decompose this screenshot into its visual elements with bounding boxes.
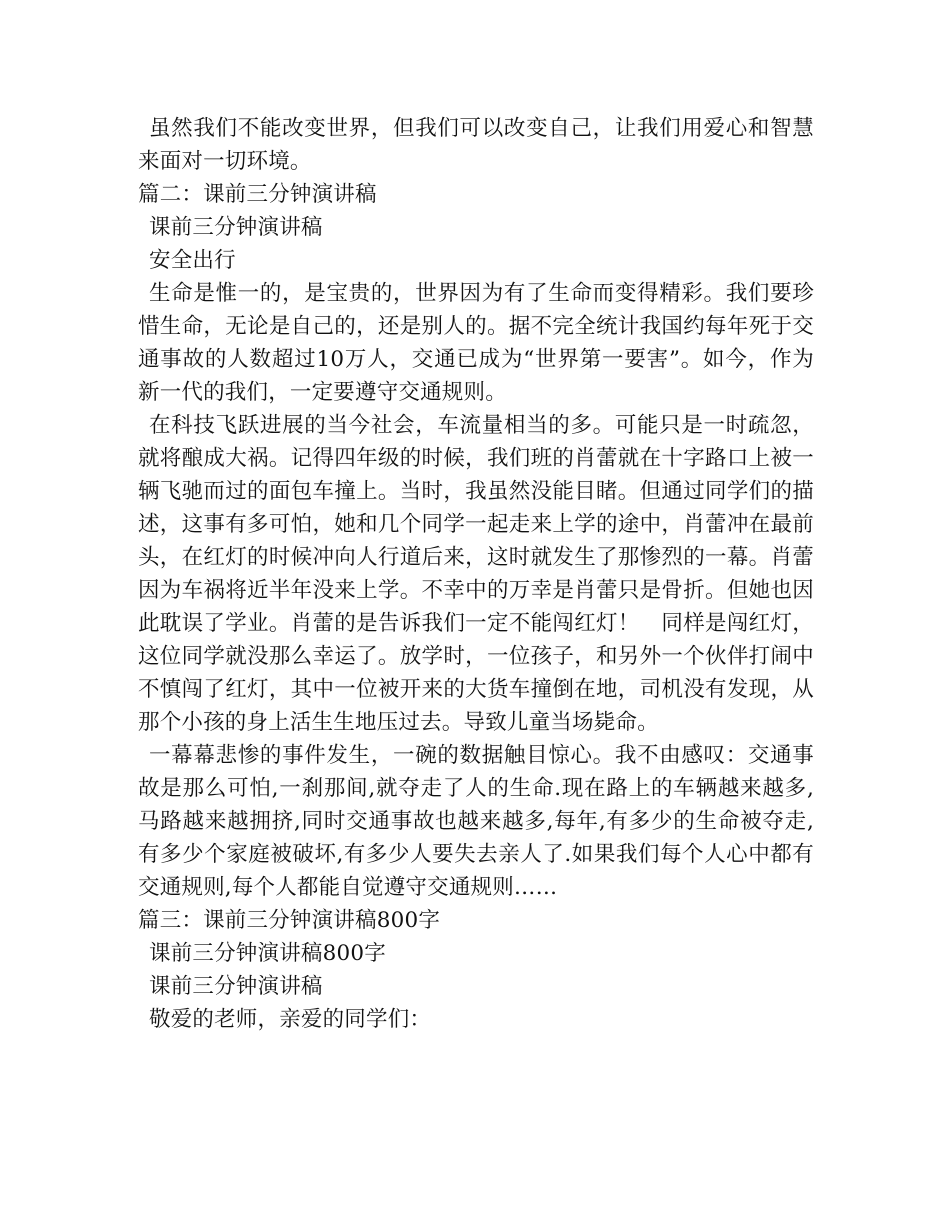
subtitle: 课前三分钟演讲稿 [149,974,323,999]
paragraph: 虽然我们不能改变世界，但我们可以改变自己，让我们用爱心和智慧来面对一切环境。 [138,116,814,174]
section-heading: 篇二：课前三分钟演讲稿 [138,182,377,207]
paragraph: 一幕幕悲惨的事件发生，一碗的数据触目惊心。我不由感叹：交通事故是那么可怕,一刹那间,就夺走了人的生命.现在路上的车辆越来越多,马路越来越拥挤,同时交通事故也越来越多,每年,有多少的生命被夺走,有多少个家庭被破坏,有多少人要失去亲人了.如果我们每个人心中都有交通规则,每个人都能自觉遵守交通规则…… [138,743,814,900]
section-heading: 篇三：课前三分钟演讲稿800字 [138,908,441,933]
salutation: 敬爱的老师，亲爱的同学们： [149,1007,432,1032]
subtitle: 安全出行 [149,248,236,273]
document-body [138,112,814,1036]
paragraph: 在科技飞跃进展的当今社会，车流量相当的多。可能只是一时疏忽，就将酿成大祸。记得四年级的时候，我们班的肖蕾就在十字路口上被一辆飞驰而过的面包车撞上。当时，我虽然没能目睹。但通过同学们的描述，这事有多可怕，她和几个同学一起走来上学的途中，肖蕾冲在最前头，在红灯的时候冲向人行道后来，这时就发生了那惨烈的一幕。肖蕾因为车祸将近半年没来上学。不幸中的万幸是肖蕾只是骨折。但她也因此耽误了学业。肖蕾的是告诉我们一定不能闯红灯！ 同样是闯红灯，这位同学就没那么幸运了。放学时，一位孩子，和另外一个伙伴打闹中不慎闯了红灯，其中一位被开来的大货车撞倒在地，司机没有发现，从那个小孩的身上活生生地压过去。导致儿童当场毙命。 [138,413,814,735]
subtitle: 课前三分钟演讲稿800字 [149,941,386,966]
paragraph: 生命是惟一的，是宝贵的，世界因为有了生命而变得精彩。我们要珍惜生命，无论是自己的，还是别人的。据不完全统计我国约每年死于交通事故的人数超过10万人，交通已成为“世界第一要害”。如今，作为新一代的我们，一定要遵守交通规则。 [138,281,814,405]
subtitle: 课前三分钟演讲稿 [149,215,323,240]
